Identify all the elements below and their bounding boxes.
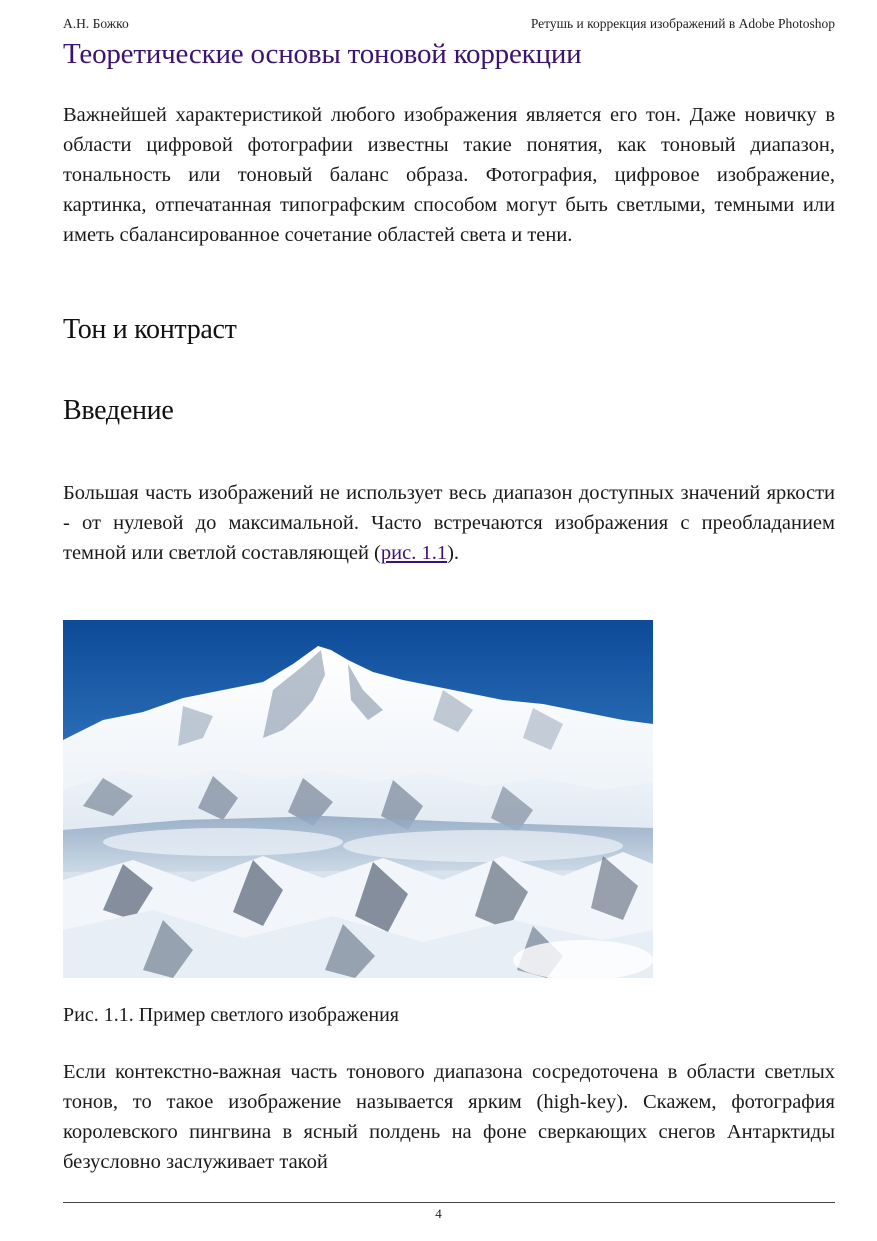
mountain-photo-image — [63, 620, 653, 978]
body-paragraph — [63, 478, 835, 568]
page-number: 4 — [435, 1206, 442, 1221]
body-paragraph-suffix: ). — [447, 542, 460, 564]
footer-rule — [63, 1202, 835, 1203]
body-paragraph-text: Большая часть изображений не использует весь диапазон доступных значений яркости - от нулевой до максимальной. Часто встречаются изображения с преобладанием темной или светлой составляющей ( — [63, 482, 835, 564]
figure-caption: Рис. 1.1. Пример светлого изображения — [63, 1004, 399, 1026]
body-paragraph-continued: Если контекстно-важная часть тонового диапазона сосредоточена в области светлых тонов, то такое изображение называется ярким (high-key). Скажем, фотография королевского пингвина в ясный полдень на фоне сверкающих снегов Антарктиды безусловно заслуживает такой — [63, 1061, 835, 1173]
figure-reference-link[interactable]: рис. 1.1 — [380, 542, 448, 564]
running-header — [63, 16, 835, 32]
chapter-title: Теоретические основы тоновой коррекции — [63, 38, 582, 70]
header-book-title: Ретушь и коррекция изображений в Adobe Photoshop — [530, 16, 835, 31]
subsection-heading: Введение — [63, 395, 174, 426]
mountain-photo — [63, 620, 653, 978]
section-heading: Тон и контраст — [63, 314, 237, 345]
intro-paragraph: Важнейшей характеристикой любого изображения является его тон. Даже новичку в области цифровой фотографии известны такие понятия, как тоновый диапазон, тональность или тоновый баланс образа. Фотография, цифровое изображение, картинка, отпечатанная типографским способом могут быть светлыми, темными или иметь сбалансированное сочетание областей света и тени. — [63, 104, 835, 246]
header-author: А.Н. Божко — [63, 16, 129, 31]
